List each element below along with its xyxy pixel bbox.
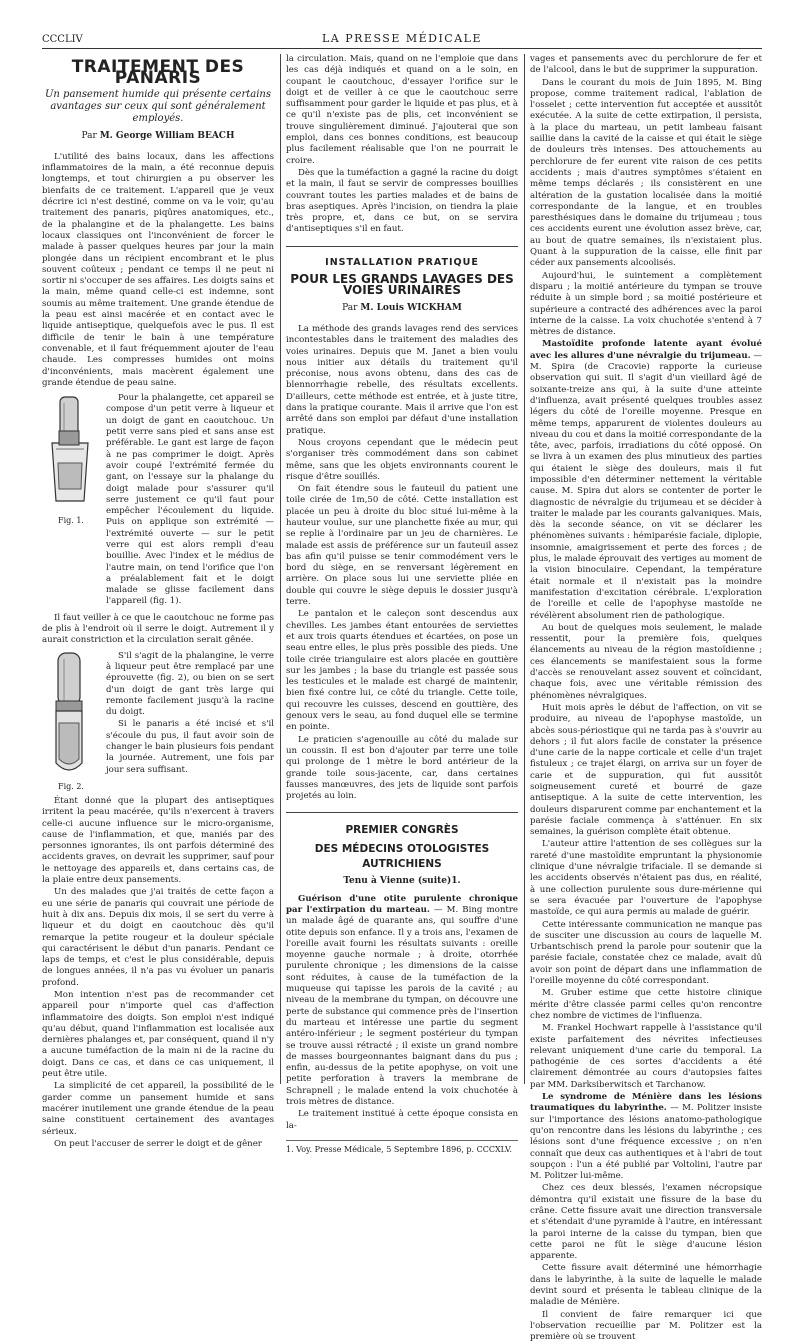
paragraph: Chez ces deux blessés, l'examen nécropsique démontra qu'il existait une fissure de la base du crâne. Cette fissure avait une direction transversale et s'étendait d'une pyramide à l'autre, en intéressant la paroi interne de la caisse du tympan, bien que cette paroi ne fût le siège d'aucune lésion apparente. <box>530 1183 762 1262</box>
paragraph: la circulation. Mais, quand on ne l'emploie que dans les cas déjà indiqués et quand on a le soin, en coupant le caoutchouc, d'essayer l'orifice sur le doigt et de veiller à ce que le caoutchouc serre suffisamment pour garder le liquide et pas plus, et à ce qu'il n'existe pas de plis, cet inconvénient se trouve singulièrement diminué. J'ajouterai que son emploi, dans ces bonnes conditions, est beaucoup plus facilement réalisable que l'on ne pourrait le croire. <box>286 54 518 166</box>
paragraph: Pour la phalangette, cet appareil se compose d'un petit verre à liqueur et un doigt de gant en caoutchouc. Un petit verre sans pied et sans anse est préférable. Le gant est large de façon à ne pas comprimer le doigt. Après avoir coupé l'extrémité fermée du gant, on l'essaye sur la phalange du doigt malade pour s'assurer qu'il serre justement ce qu'il faut pour empêcher l'écoulement du liquide. Puis on applique son extrémité — l'extrémité ouverte — sur le petit verre qui est alors rempli d'eau bouillie. Avec l'index et le médius de l'autre main, on tend l'orifice que l'on a préalablement fait et le doigt malade se glisse facilement dans l'appareil (fig. 1). <box>106 393 274 607</box>
paragraph: Dès que la tuméfaction a gagné la racine du doigt et la main, il faut se servir de compresses bouillies couvrant toutes les parties malades et de bains de bras aseptiques. Après l'incision, on tiendra la plaie très propre, et, dans ce but, on se servira d'antiseptiques s'il en faut. <box>286 167 518 235</box>
column-divider <box>524 54 525 1084</box>
article-title: POUR LES GRANDS LAVAGES DES VOIES URINAIRES <box>290 272 514 298</box>
paragraph: Il faut veiller à ce que le caoutchouc ne forme pas de plis à l'endroit où il serre le doigt. Autrement il y aurait constriction et la circulation serait gênée. <box>42 612 274 646</box>
paragraph: Le traitement institué à cette époque consista en la- <box>286 1109 518 1131</box>
paragraph: vages et pansements avec du perchlorure de fer et de l'alcool, dans le but de supprimer la suppuration. <box>530 54 762 76</box>
paragraph-lead: Guérison d'une otite purulente chronique par l'extirpation du marteau. <box>286 893 518 915</box>
figure-2 <box>42 651 100 792</box>
paragraph: Il convient de faire remarquer ici que l'observation recueillie par M. Politzer est la première où se trouvent <box>530 1309 762 1343</box>
paragraph <box>530 1092 762 1182</box>
paragraph: Au bout de quelques mois seulement, le malade ressentit, pour la première fois, quelques élancements au niveau de la région mastoïdienne ; ces élancements se manifestaient sous la forme d'accès se renouvelant assez souvent et coïncidant, chaque fois, avec une véritable rémission des phénomènes névralgiques. <box>530 622 762 701</box>
figure-2-caption: Fig. 2. <box>58 781 84 791</box>
footnote: 1. Voy. Presse Médicale, 5 Septembre 1896, p. CCCXLV. <box>286 1140 518 1155</box>
paragraph: Un des malades que j'ai traités de cette façon a eu une série de panaris qui couvrait une période de huit à dix ans. Depuis dix mois, il se sert du verre à liqueur et du doigt en caoutchouc dès qu'il remarque la petite rougeur et la douleur spéciale qui caractérisent le début d'un panaris. Pendant ce laps de temps, et c'est le plus considérable, depuis de longues années, il n'a pas vu évoluer un panaris profond. <box>42 887 274 988</box>
paragraph: Mon intention n'est pas de recommander cet appareil pour n'importe quel cas d'affection inflammatoire des doigts. Son emploi n'est indiqué qu'au début, quand l'inflammation est localisée aux dernières phalanges et, par conséquent, quand il n'y a aucune tuméfaction de la main ni de la racine du doigt. Dans ce cas, et dans ce cas uniquement, il peut être utile. <box>42 990 274 1080</box>
figure-1-text <box>106 393 274 609</box>
paragraph-lead: Le syndrome de Ménière dans les lésions traumatiques du labyrinthe. <box>530 1092 762 1114</box>
paragraph <box>530 339 762 621</box>
figure-1 <box>42 393 100 609</box>
congress-heading: PREMIER CONGRÈS <box>345 824 459 837</box>
columns <box>42 54 762 1343</box>
byline <box>286 303 518 314</box>
paragraph-body: — M. Spira (de Cracovie) rapporte la curieuse observation qui suit. Il s'agit d'un vieillard âgé de soixante-treize ans qui, à la suite d'une atteinte d'influenza, avait présenté quelques troubles assez légers du côté de l'oreille moyenne. Presque en même temps, apparurent de violentes douleurs au niveau du cou et dans la moitié correspondante de la tête, avec, parfois, irradiations du côté opposé. On se livra à un examen des plus minutieux des parties qui étaient le siège des douleurs, mais il fut impossible d'en déterminer nettement la véritable cause. M. Spira dut alors se contenter de porter le diagnostic de névralgie du trijumeau et se décider à traiter le malade par les courants galvaniques. Mais, dès la seconde séance, on vit se déclarer les phénomènes suivants : hémiparésie faciale, diplopie, insomnie, amaigrissement et perte des forces ; de plus, le malade éprouvait des vertiges au moment de la vision binoculaire. Cependant, la température était normale et il n'existait pas la moindre manifestation d'excitation cérébrale. L'exploration de l'oreille et celle de l'apophyse mastoïde ne révélèrent absolument rien de pathologique. <box>530 350 762 621</box>
paragraph: Dans le courant du mois de Juin 1895, M. Bing propose, comme traitement radical, l'ablation de l'osselet ; cette intervention fut acceptée et aussitôt exécutée. A la suite de cette extirpation, il persista, à la place du marteau, un petit lambeau faisant saillie dans la cavité de la caisse et qui était le siège de douleurs très intenses. Des attouchements au perchlorure de fer eurent vite raison de ces petits accidents ; mais d'autres symptômes s'étaient en même temps déclarés ; ils consistèrent en une altération de la gustation localisée dans la moitié correspondante de la langue, et en troubles paresthésiques dans le domaine du trijumeau ; tous ces accidents eurent une évolution assez brève, car, au bout de quatre semaines, ils n'existaient plus. Quant à la suppuration de la caisse, elle finit par céder aux pansements alcoolisés. <box>530 77 762 269</box>
figure-1-block <box>42 393 274 609</box>
paragraph: S'il s'agit de la phalangine, le verre à liqueur peut être remplacé par une éprouvette (fig. 2), ou bien on se sert d'un doigt de gant très large qui remonte facilement jusqu'à la racine du doigt. <box>106 650 274 718</box>
column-3 <box>530 54 762 1343</box>
paragraph: M. Gruber estime que cette histoire clinique mérite d'être classée parmi celles qu'on rencontre chez nombre de victimes de l'influenza. <box>530 988 762 1021</box>
paragraph: Le pantalon et le caleçon sont descendus aux chevilles. Les jambes étant entourées de serviettes et aux trois quarts étendues et écartées, on pose un seau entre elles, le plus près possible des pieds. Une toile cirée triangulaire est alors placée en gouttière sur les jambes ; la base du triangle est passée sous les testicules et le malade est chargé de maintenir, bien fixé contre lui, ce côté du triangle. Cette toile, qui recouvre les cuisses, descend en gouttière, des genoux vers le seau, au fond duquel elle se termine en pointe. <box>286 609 518 733</box>
paragraph: Aujourd'hui, le suintement a complètement disparu ; la moitié antérieure du tympan se trouve réduite à un simple bord ; sa moitié postérieure et supérieure a contracté des adhérences avec la paroi interne de la caisse. La voix chuchotée s'entend à 7 mètres de distance. <box>530 270 762 338</box>
paragraph: Le praticien s'agenouille au côté du malade sur un coussin. Il est bon d'ajouter par terre une toile qui prolonge de 1 mètre le bord antérieur de la grande toile sous-jacente, car, dans certaines fausses manœuvres, des jets de liquide sont parfois projetés au loin. <box>286 734 518 802</box>
paragraph <box>286 894 518 1109</box>
paragraph: Étant donné que la plupart des antiseptiques irritent la peau macérée, qu'ils n'exercent à travers celle-ci aucune influence sur le micro-organisme, cause de l'inflammation, et que, maniés par des personnes ignorantes, ils ont parfois déterminé des accidents graves, on devrait les supprimer, sauf pour le nettoyage des appareils et, dans certains cas, de la plaie entre deux pansements. <box>42 795 274 886</box>
newspaper-page <box>42 28 762 1343</box>
page-number: CCCLIV <box>42 34 83 45</box>
paragraph: La simplicité de cet appareil, la possibilité de le garder comme un pansement humide et sans macérer inutilement une grande étendue de la peau saine constituent certainement des avantages sérieux. <box>42 1081 274 1137</box>
paragraph: Cette intéressante communication ne manque pas de susciter une discussion au cours de laquelle M. Urbantschisch prend la parole pour soutenir que la parésie faciale, constatée chez ce malade, avait dû avoir son point de départ dans une inflammation de l'oreille moyenne du côté correspondant. <box>530 919 762 987</box>
paragraph: Nous croyons cependant que le médecin peut s'organiser très commodément dans son cabinet même, sans que les objets environnants courent le risque d'être souillés. <box>286 437 518 482</box>
column-2 <box>286 54 519 1154</box>
journal-title: LA PRESSE MÉDICALE <box>321 32 482 45</box>
congress-subtitle: Tenu à Vienne (suite)1. <box>343 876 461 887</box>
congress-title: DES MÉDECINS OTOLOGISTES AUTRICHIENS <box>314 843 490 871</box>
paragraph: L'auteur attire l'attention de ses collègues sur la rareté d'une mastoïdite empruntant la physionomie clinique d'une névralgie trifaciale. Il se demande si les accidents observés n'étaient pas dus, en réalité, à une collection purulente sous dure-mérienne qui se sera évacuée par l'ouverture de l'apophyse mastoïde, ce qui aura permis au malade de guérir. <box>530 839 762 918</box>
column-1 <box>42 54 274 1149</box>
column-divider <box>280 54 281 1084</box>
byline <box>42 131 274 142</box>
author: M. George William BEACH <box>99 130 235 141</box>
author: M. Louis WICKHAM <box>360 302 462 313</box>
article-title: TRAITEMENT DES PANARIS <box>71 57 245 89</box>
section-heading: INSTALLATION PRATIQUE <box>325 256 479 268</box>
paragraph: On fait étendre sous le fauteuil du patient une toile cirée de 1m,50 de côté. Cette installation est placée un peu à droite du bloc situé lui-même à la hauteur voulue, sur une planchette fixée au mur, qui se replie à l'ordinaire par un jeu de charnières. Le malade est assis de préférence sur un fauteuil assez bas afin qu'il puisse se tenir commodément vers le bord du siège, en se renversant légèrement en arrière. On place sous lui une serviette pliée en double qui couvre le siège depuis le dossier jusqu'à terre. <box>286 484 518 608</box>
byline-prefix: Par <box>81 130 97 141</box>
figure-2-block <box>42 651 274 792</box>
figure-1-caption: Fig. 1. <box>58 516 84 526</box>
figure-2-text <box>106 651 274 792</box>
paragraph: L'utilité des bains locaux, dans les affections inflammatoires de la main, a été reconnue depuis longtemps, et tout chirurgien a pu observer les bienfaits de ce traitement. L'appareil que je veux décrire ici n'est destiné, comme on va le voir, qu'au traitement des panaris, piqûres anatomiques, etc., de la phalangine et de la phalangette. Les bains locaux classiques ont l'inconvénient de forcer le malade à passer quelques heures par jour la main plongée dans un récipient encombrant et le plus souvent coûteux ; pendant ce temps il ne peut ni sortir ni s'occuper de ses affaires. Les doigts sains et la main, même quand celle-ci est indemne, sont soumis au même traitement. Une grande étendue de la peau est ainsi macérée et en contact avec le liquide antiseptique, quelquefois avec le pus. Il est difficile de tenir le bain à une température convenable, et il faut fréquemment ajouter de l'eau chaude. Les compresses humides ont moins d'inconvénients, mais macèrent également une grande étendue de peau saine. <box>42 151 274 388</box>
paragraph: M. Frankel Hochwart rappelle à l'assistance qu'il existe parfaitement des névrites infectieuses relevant uniquement d'une carie du temporal. La pathogénie de ces sortes d'accidents a été clairement démontrée au cours d'autopsies faites par MM. Darksiberwitsch et Tarchanow. <box>530 1023 762 1090</box>
page-header <box>42 28 762 49</box>
paragraph: Cette fissure avait déterminé une hémorrhagie dans le labyrinthe, à la suite de laquelle le malade devint sourd et présenta le tableau clinique de la maladie de Ménière. <box>530 1263 762 1308</box>
test-tube-illustration <box>42 651 100 779</box>
paragraph: La méthode des grands lavages rend des services incontestables dans le traitement des maladies des voies urinaires. Depuis que M. Janet a bien voulu nous initier aux détails du traitement qu'il préconise, nous avons obtenu, dans des cas de blennorrhagie rebelle, des résultats excellents. D'ailleurs, cette méthode est entrée, et à juste titre, dans la pratique courante. Mais il arrive que l'on est arrêté dans son emploi par défaut d'une installation pratique. <box>286 323 518 436</box>
liqueur-glass-illustration <box>42 393 100 513</box>
section-rule <box>286 812 518 813</box>
paragraph: Huit mois après le début de l'affection, on vit se produire, au niveau de l'apophyse mastoïde, un abcès sous-périostique qui ne tarda pas à s'ouvrir au dehors ; il fut alors facile de constater la présence d'une carie de la nappe corticale et celle d'un trajet fistuleux ; ce trajet élargi, on arriva sur un foyer de carie et de suppuration, qui fut aussitôt soigneusement cureté et bourré de gaze antiseptique. A la suite de cette intervention, les douleurs disparurent comme par enchantement et la parésie faciale commença à s'atténuer. En six semaines, la guérison complète était obtenue. <box>530 702 762 838</box>
paragraph-body: — M. Bing montre un malade âgé de quarante ans, qui souffre d'une otite depuis son enfance. Il y a trois ans, l'examen de l'oreille avait fourni les résultats suivants : oreille moyenne gauche normale ; à droite, otorrhée purulente chronique ; les dimensions de la caisse sont réduites, à cause de la tuméfaction de la muqueuse qui tapisse les parois de la cavité ; au niveau de la membrane du tympan, on découvre une perte de substance qui commence près de l'insertion du marteau et intéresse une partie du segment antéro-inférieur ; le segment postérieur du tympan se trouve aussi rétracté ; il existe un grand nombre de masses bourgeonnantes baignant dans du pus ; enfin, au-dessus de la petite apophyse, on voit une petite perforation à travers la membrane de Schrapnell ; le malade entend la voix chuchotée à trois mètres de distance. <box>286 905 519 1108</box>
paragraph: On peut l'accuser de serrer le doigt et de gêner <box>54 1138 262 1149</box>
article-subtitle: Un pansement humide qui présente certains avantages sur ceux qui sont généralement employés. <box>45 88 271 124</box>
byline-prefix: Par <box>342 302 358 313</box>
section-rule <box>286 246 518 247</box>
paragraph-lead: Mastoïdite profonde latente ayant évolué avec les allures d'une névralgie du trijumeau. <box>530 339 762 361</box>
paragraph: Si le panaris a été incisé et s'il s'écoule du pus, il faut avoir soin de changer le bain plusieurs fois pendant la journée. Autrement, une fois par jour sera suffisant. <box>106 719 274 775</box>
paragraph-body: — M. Politzer insiste sur l'importance des lésions anatomo-pathologique qu'on rencontre dans les lésions du labyrinthe ; ces lésions sont d'une fréquence excessive ; on n'en connaît que deux cas authentiques et à l'abri de tout soupçon : l'un a été publié par Voltolini, l'autre par M. Politzer lui-même. <box>530 1103 762 1182</box>
